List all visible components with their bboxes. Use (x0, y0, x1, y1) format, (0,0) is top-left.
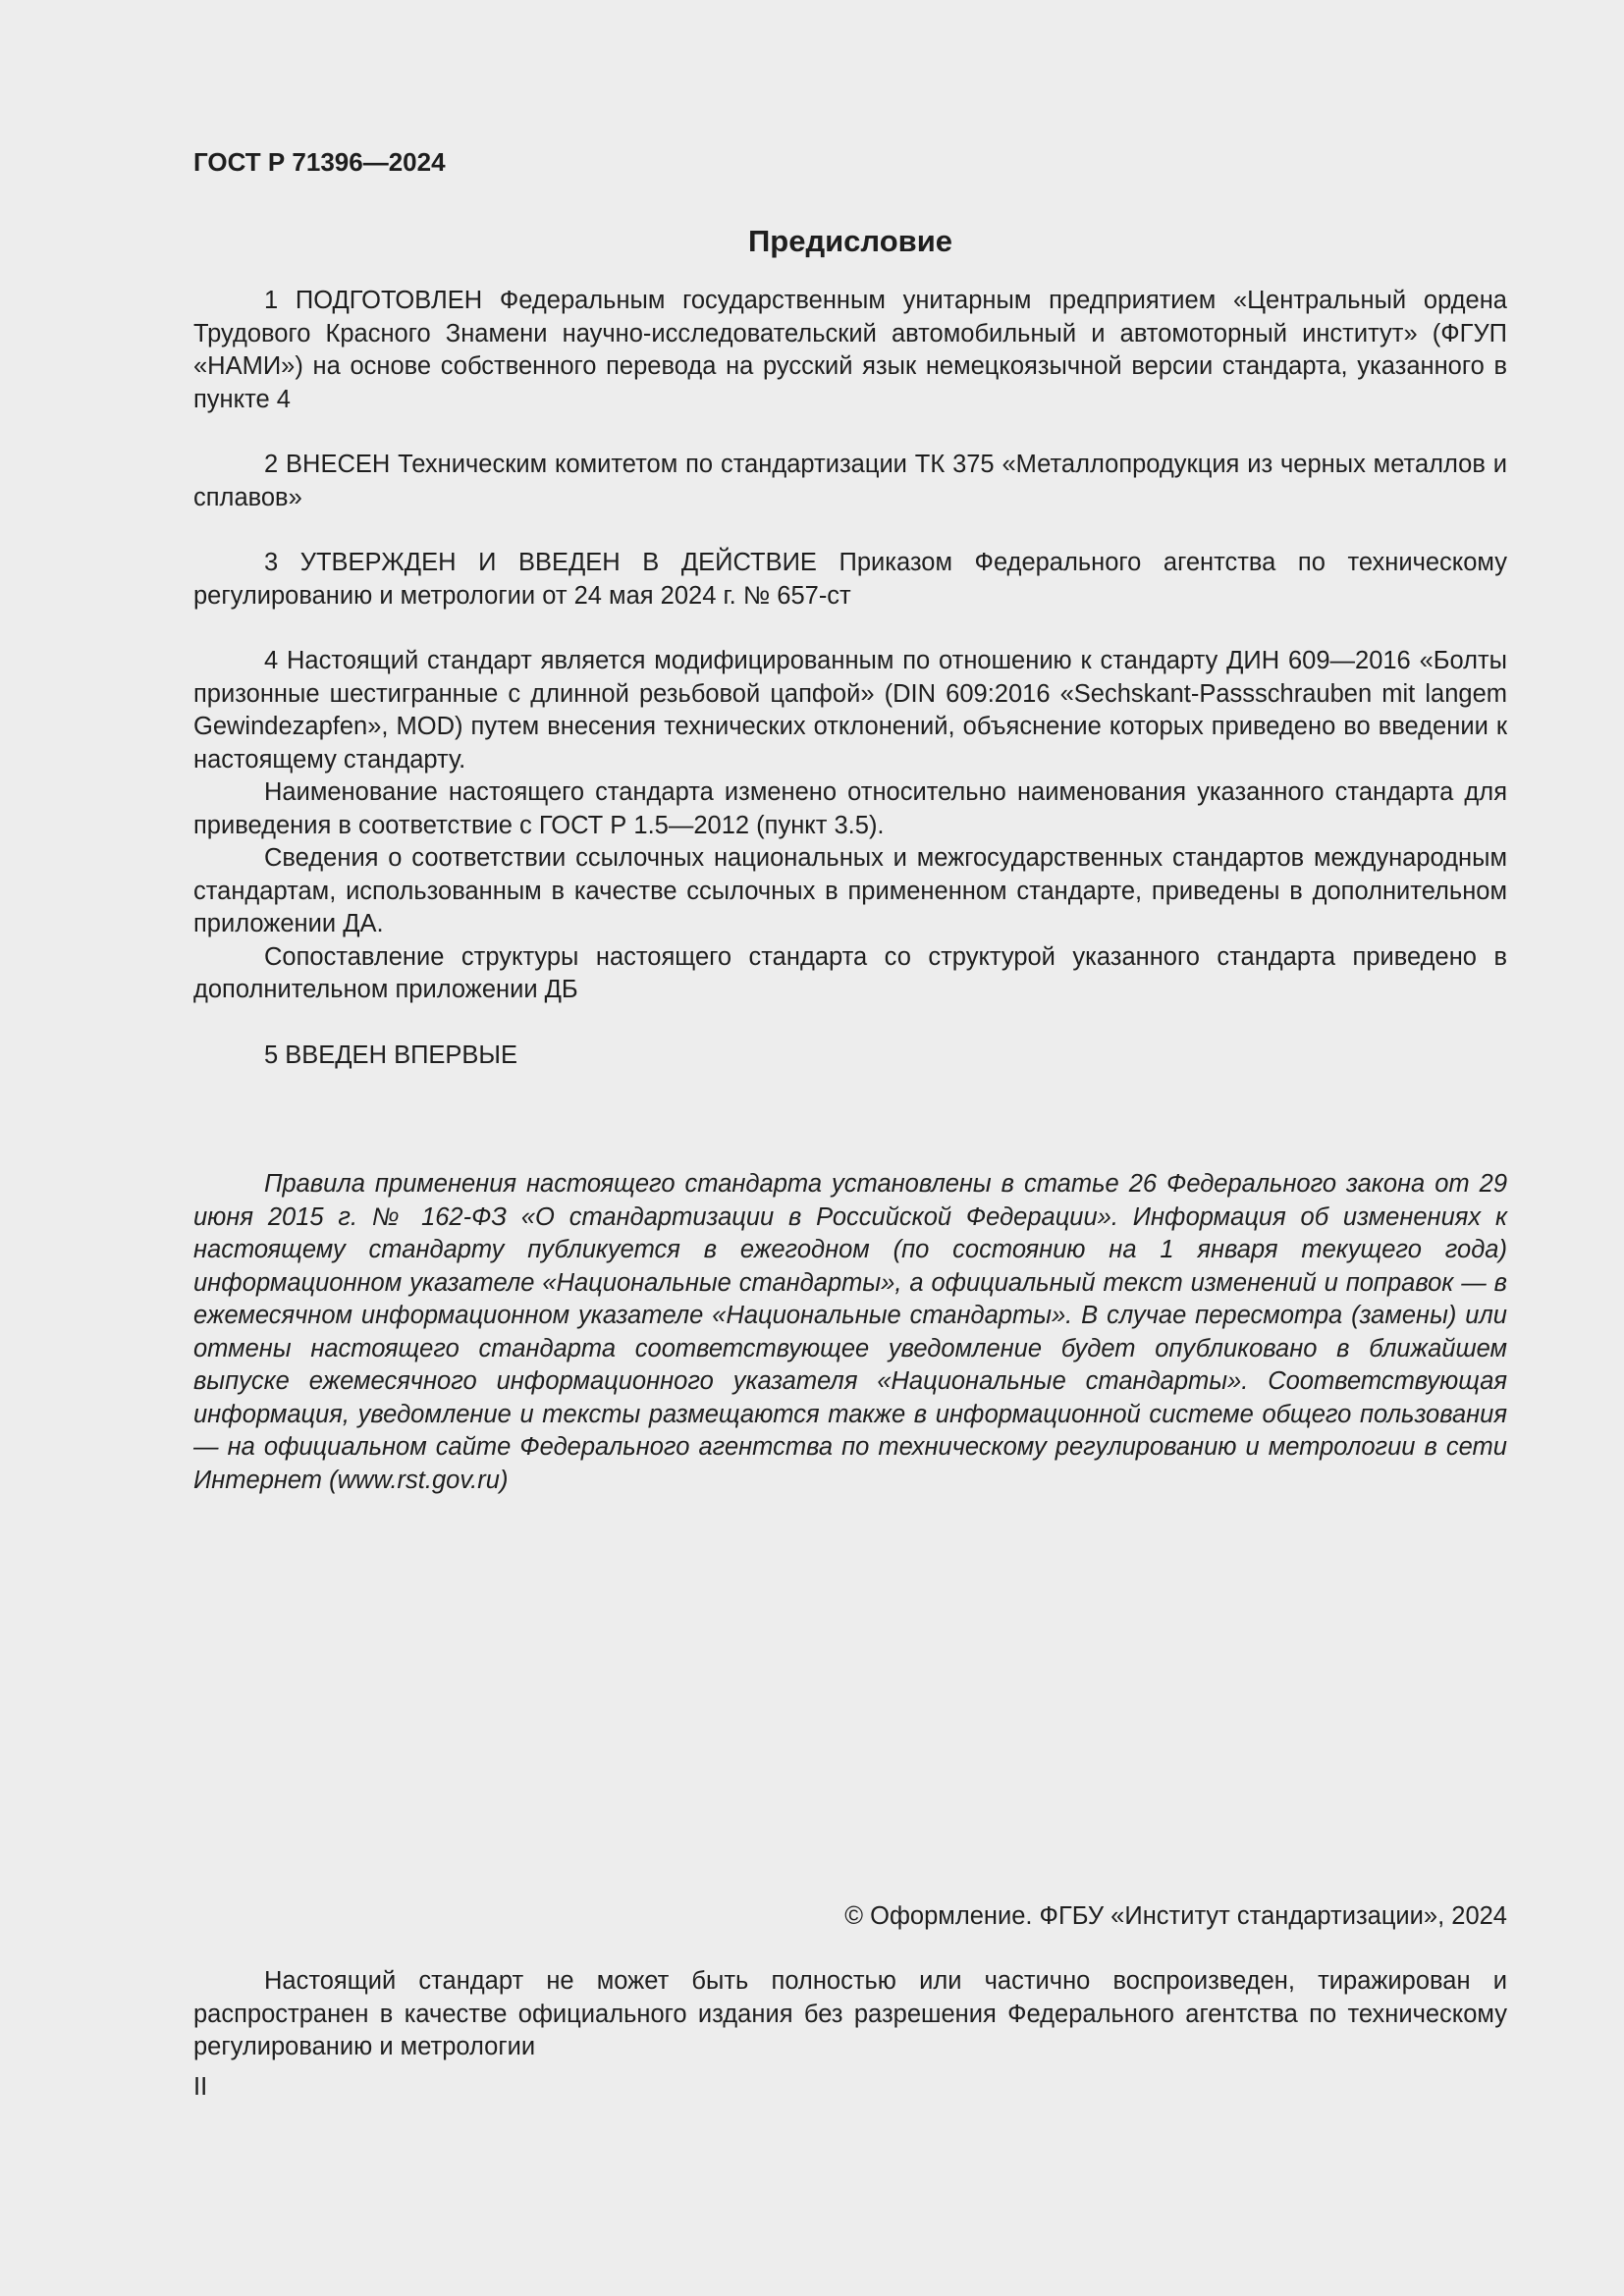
page-number: II (193, 2073, 208, 2101)
foreword-body (193, 285, 1507, 1072)
standard-code: ГОСТ Р 71396—2024 (193, 147, 446, 177)
paragraph-4-modified: 4 Настоящий стандарт является модифицированным по отношению к стандарту ДИН 609—2016 «Болты призонные шестигранные с длинной резьбовой цапфой» (DIN 609:2016 «Sechskant-Passschrauben mit langem Gewindezapfen», MOD) путем внесения технических отклонений, объяснение которых приведено во введении к настоящему стандарту. (193, 647, 1507, 774)
copyright-line: © Оформление. ФГБУ «Институт стандартизации», 2024 (844, 1902, 1507, 1930)
paragraph-1-prepared: 1 ПОДГОТОВЛЕН Федеральным государственным унитарным предприятием «Центральный ордена Трудового Красного Знамени научно-исследовательский автомобильный и автомоторный институт» (ФГУП «НАМИ») на основе собственного перевода на русский язык немецкоязычной версии стандарта, указанного в пункте 4 (193, 287, 1507, 413)
paragraph-4-references: Сведения о соответствии ссылочных национальных и межгосударственных стандартов международным стандартам, использованным в качестве ссылочных в примененном стандарте, приведены в дополнительном приложении ДА. (193, 844, 1507, 937)
paragraph-3-approved: 3 УТВЕРЖДЕН И ВВЕДЕН В ДЕЙСТВИЕ Приказом Федерального агентства по техническому регулированию и метрологии от 24 мая 2024 г. № 657-ст (193, 549, 1507, 610)
paragraph-5-first-introduced: 5 ВВЕДЕН ВПЕРВЫЕ (264, 1041, 518, 1069)
paragraph-4-name-change: Наименование настоящего стандарта изменено относительно наименования указанного стандарта для приведения в соответствие с ГОСТ Р 1.5—2012 (пункт 3.5). (193, 778, 1507, 839)
reproduction-notice: Настоящий стандарт не может быть полностью или частично воспроизведен, тиражирован и распространен в качестве официального издания без разрешения Федерального агентства по техническому регулированию и метрологии (193, 1967, 1507, 2060)
application-rules-text: Правила применения настоящего стандарта установлены в статье 26 Федерального закона от 29 июня 2015 г. № 162-ФЗ «О стандартизации в Российской Федерации». Информация об изменениях к настоящему стандарту публикуется в ежегодном (по состоянию на 1 января текущего года) информационном указателе «Национальные стандарты», а официальный текст изменений и поправок — в ежемесячном информационном указателе «Национальные стандарты». В случае пересмотра (замены) или отмены настоящего стандарта соответствующее уведомление будет опубликовано в ближайшем выпуске ежемесячного информационного указателя «Национальные стандарты». Соответствующая информация, уведомление и тексты размещаются также в информационной системе общего пользования — на официальном сайте Федерального агентства по техническому регулированию и метрологии в сети Интернет (www.rst.gov.ru) (193, 1170, 1507, 1494)
paragraph-4-structure: Сопоставление структуры настоящего стандарта со структурой указанного стандарта приведено в дополнительном приложении ДБ (193, 942, 1507, 1003)
page-title: Предисловие (747, 224, 952, 258)
paragraph-2-introduced: 2 ВНЕСЕН Техническим комитетом по стандартизации ТК 375 «Металлопродукция из черных металлов и сплавов» (193, 451, 1507, 511)
